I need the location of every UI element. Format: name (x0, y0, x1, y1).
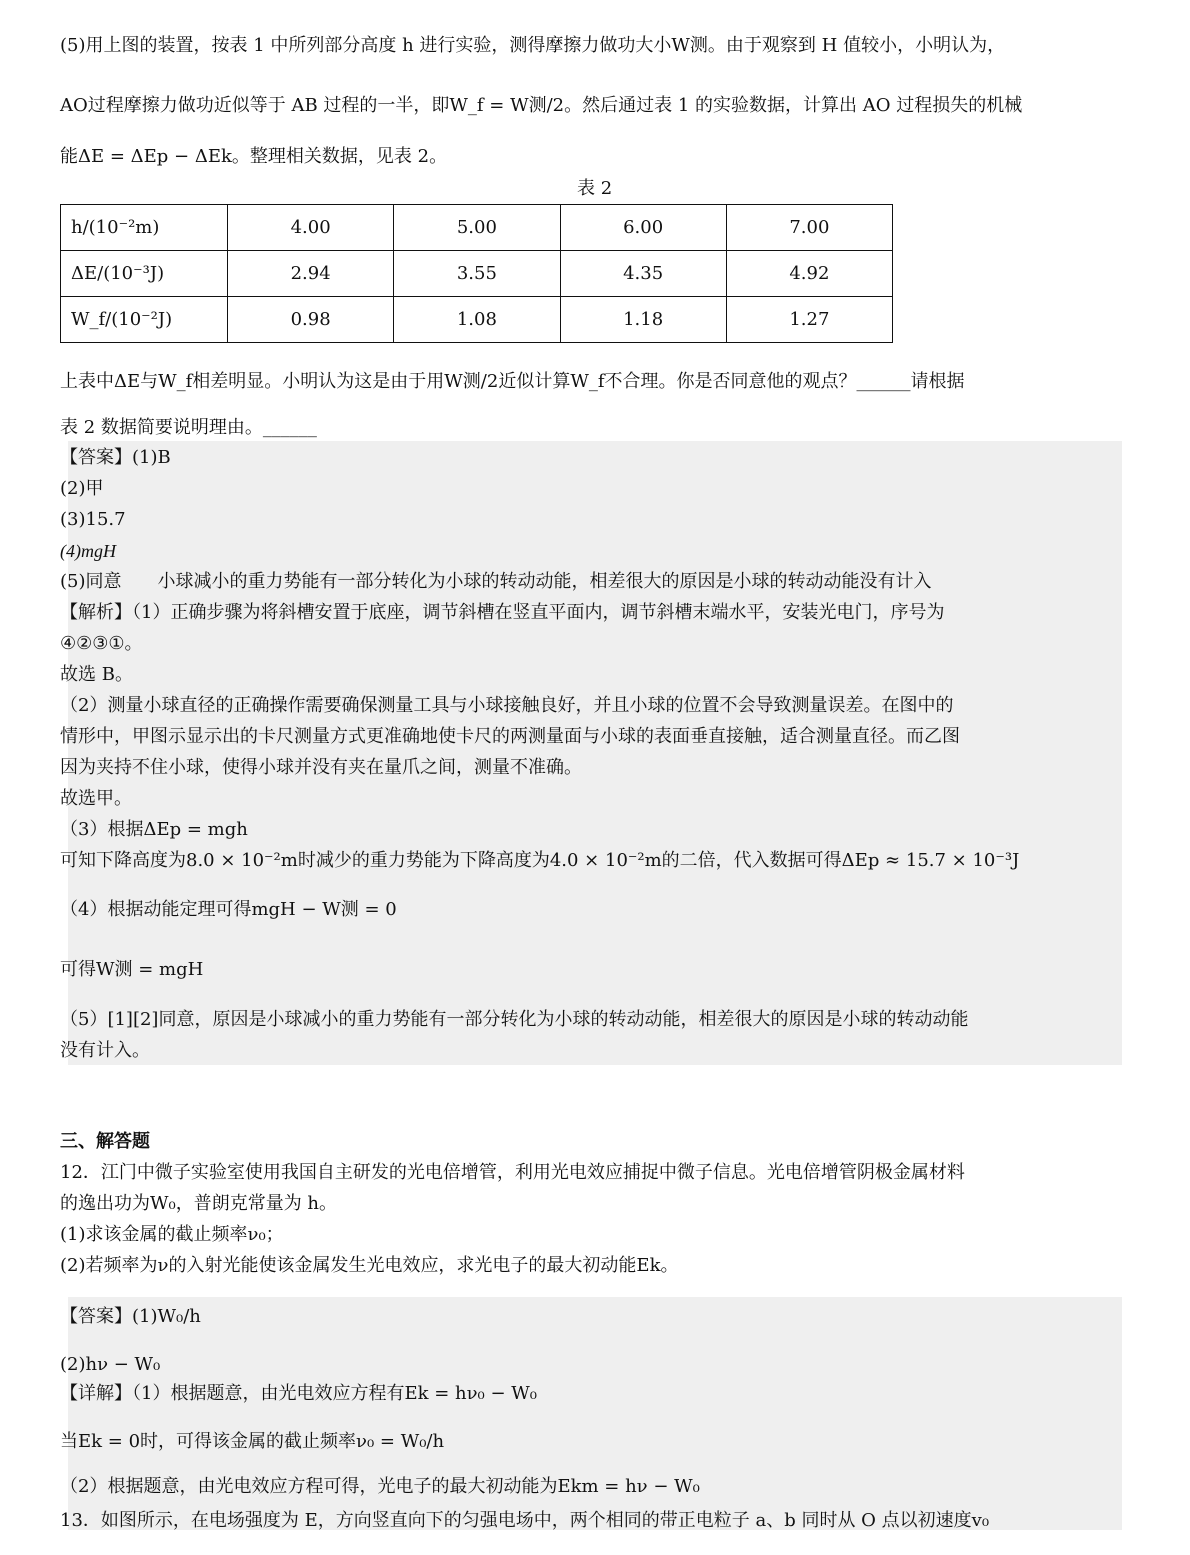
answer-1-a3: (3)15.7 (60, 509, 126, 530)
detail-2-d3: （2）根据题意，由光电效应方程可得，光电子的最大初动能为Ekm = hν − W₀ (60, 1476, 700, 1497)
q5-after-line1: 上表中ΔE与W_f相差明显。小明认为这是由于用W测/2近似计算W_f不合理。你是否同意他的观点？______请根据 (60, 371, 965, 392)
table-cell: 2.94 (228, 251, 394, 297)
table-cell: 7.00 (726, 205, 892, 251)
answer-text: (1)B (132, 447, 171, 468)
table-cell: 4.35 (560, 251, 726, 297)
table-cell: 1.18 (560, 297, 726, 343)
analysis-1-p1b: ④②③①。 (60, 633, 143, 654)
analysis-1-p2d: 故选甲。 (60, 788, 132, 809)
q5-after-line2: 表 2 数据简要说明理由。______ (60, 417, 317, 438)
answer-block-1 (68, 441, 1122, 1065)
q5-line1: (5)用上图的装置，按表 1 中所列部分高度 h 进行实验，测得摩擦力做功大小W测。由于观察到 H 值较小，小明认为， (60, 35, 1006, 56)
answer-2-a1 (60, 1304, 201, 1330)
analysis-1-p5b: 没有计入。 (60, 1040, 150, 1061)
analysis-1-p2b: 情形中，甲图示显示出的卡尺测量方式更准确地使卡尺的两测量面与小球的表面垂直接触，适合测量直径。而乙图 (60, 726, 960, 747)
answer-1-a1 (60, 445, 171, 471)
table-cell: 6.00 (560, 205, 726, 251)
answer-label: 【答案】 (60, 1306, 132, 1327)
q5-line3: 能ΔE = ΔEp − ΔEk。整理相关数据，见表 2。 (60, 146, 448, 167)
answer-text: (1)W₀/h (132, 1306, 201, 1327)
table-cell: 1.08 (394, 297, 560, 343)
analysis-1-p3a: （3）根据ΔEp = mgh (60, 819, 248, 840)
analysis-1-p5a: （5）[1][2]同意，原因是小球减小的重力势能有一部分转化为小球的转动动能，相差很大的原因是小球的转动动能 (60, 1009, 969, 1030)
analysis-label: 【解析】 (60, 602, 132, 623)
q12-line4: (2)若频率为ν的入射光能使该金属发生光电效应，求光电子的最大初动能Ek。 (60, 1255, 679, 1276)
table-cell: 0.98 (228, 297, 394, 343)
detail-text: （1）根据题意，由光电效应方程有Ek = hν₀ − W₀ (132, 1383, 538, 1404)
detail-label: 【详解】 (60, 1383, 132, 1404)
q5-line2: AO过程摩擦力做功近似等于 AB 过程的一半，即W_f = W测/2。然后通过表 1 的实验数据，计算出 AO 过程损失的机械 (60, 95, 1023, 116)
analysis-1-p2c: 因为夹持不住小球，使得小球并没有夹在量爪之间，测量不准确。 (60, 757, 582, 778)
analysis-text: （1）正确步骤为将斜槽安置于底座，调节斜槽在竖直平面内，调节斜槽末端水平，安装光电门，序号为 (132, 602, 945, 623)
table-cell: 4.92 (726, 251, 892, 297)
analysis-1-p4a: （4）根据动能定理可得mgH − W测 = 0 (60, 899, 397, 920)
table-cell: 5.00 (394, 205, 560, 251)
data-table-2 (60, 204, 893, 343)
table-row (61, 251, 893, 297)
table-title: 表 2 (577, 178, 613, 199)
answer-1-a2: (2)甲 (60, 478, 104, 499)
analysis-1-p1c: 故选 B。 (60, 664, 133, 685)
detail-2-d1 (60, 1381, 537, 1407)
table-cell: 3.55 (394, 251, 560, 297)
answer-label: 【答案】 (60, 447, 132, 468)
analysis-1-p4b: 可得W测 = mgH (60, 959, 204, 980)
analysis-1-p1a (60, 600, 944, 626)
answer-1-a5: (5)同意 小球减小的重力势能有一部分转化为小球的转动动能，相差很大的原因是小球的转动动能没有计入 (60, 571, 932, 592)
section-heading: 三、解答题 (60, 1131, 150, 1152)
answer-2-a2: (2)hν − W₀ (60, 1354, 161, 1375)
row-label: ΔE/(10⁻³J) (61, 251, 228, 297)
q13-line1: 13．如图所示，在电场强度为 E，方向竖直向下的匀强电场中，两个相同的带正电粒子 a、b 同时从 O 点以初速度v₀ (60, 1510, 990, 1531)
q12-line3: (1)求该金属的截止频率ν₀； (60, 1224, 284, 1245)
table-cell: 1.27 (726, 297, 892, 343)
analysis-1-p2a: （2）测量小球直径的正确操作需要确保测量工具与小球接触良好，并且小球的位置不会导致测量误差。在图中的 (60, 695, 954, 716)
table-cell: 4.00 (228, 205, 394, 251)
row-label: h/(10⁻²m) (61, 205, 228, 251)
q12-line1: 12．江门中微子实验室使用我国自主研发的光电倍增管，利用光电效应捕捉中微子信息。光电倍增管阴极金属材料 (60, 1162, 965, 1183)
table-row (61, 205, 893, 251)
q12-line2: 的逸出功为W₀，普朗克常量为 h。 (60, 1193, 338, 1214)
answer-1-a4: (4)mgH (60, 541, 116, 561)
analysis-1-p3b: 可知下降高度为8.0 × 10⁻²m时减少的重力势能为下降高度为4.0 × 10⁻²m的二倍，代入数据可得ΔEp ≈ 15.7 × 10⁻³J (60, 850, 1020, 871)
row-label: W_f/(10⁻²J) (61, 297, 228, 343)
table-row (61, 297, 893, 343)
detail-2-d2: 当Ek = 0时，可得该金属的截止频率ν₀ = W₀/h (60, 1431, 445, 1452)
